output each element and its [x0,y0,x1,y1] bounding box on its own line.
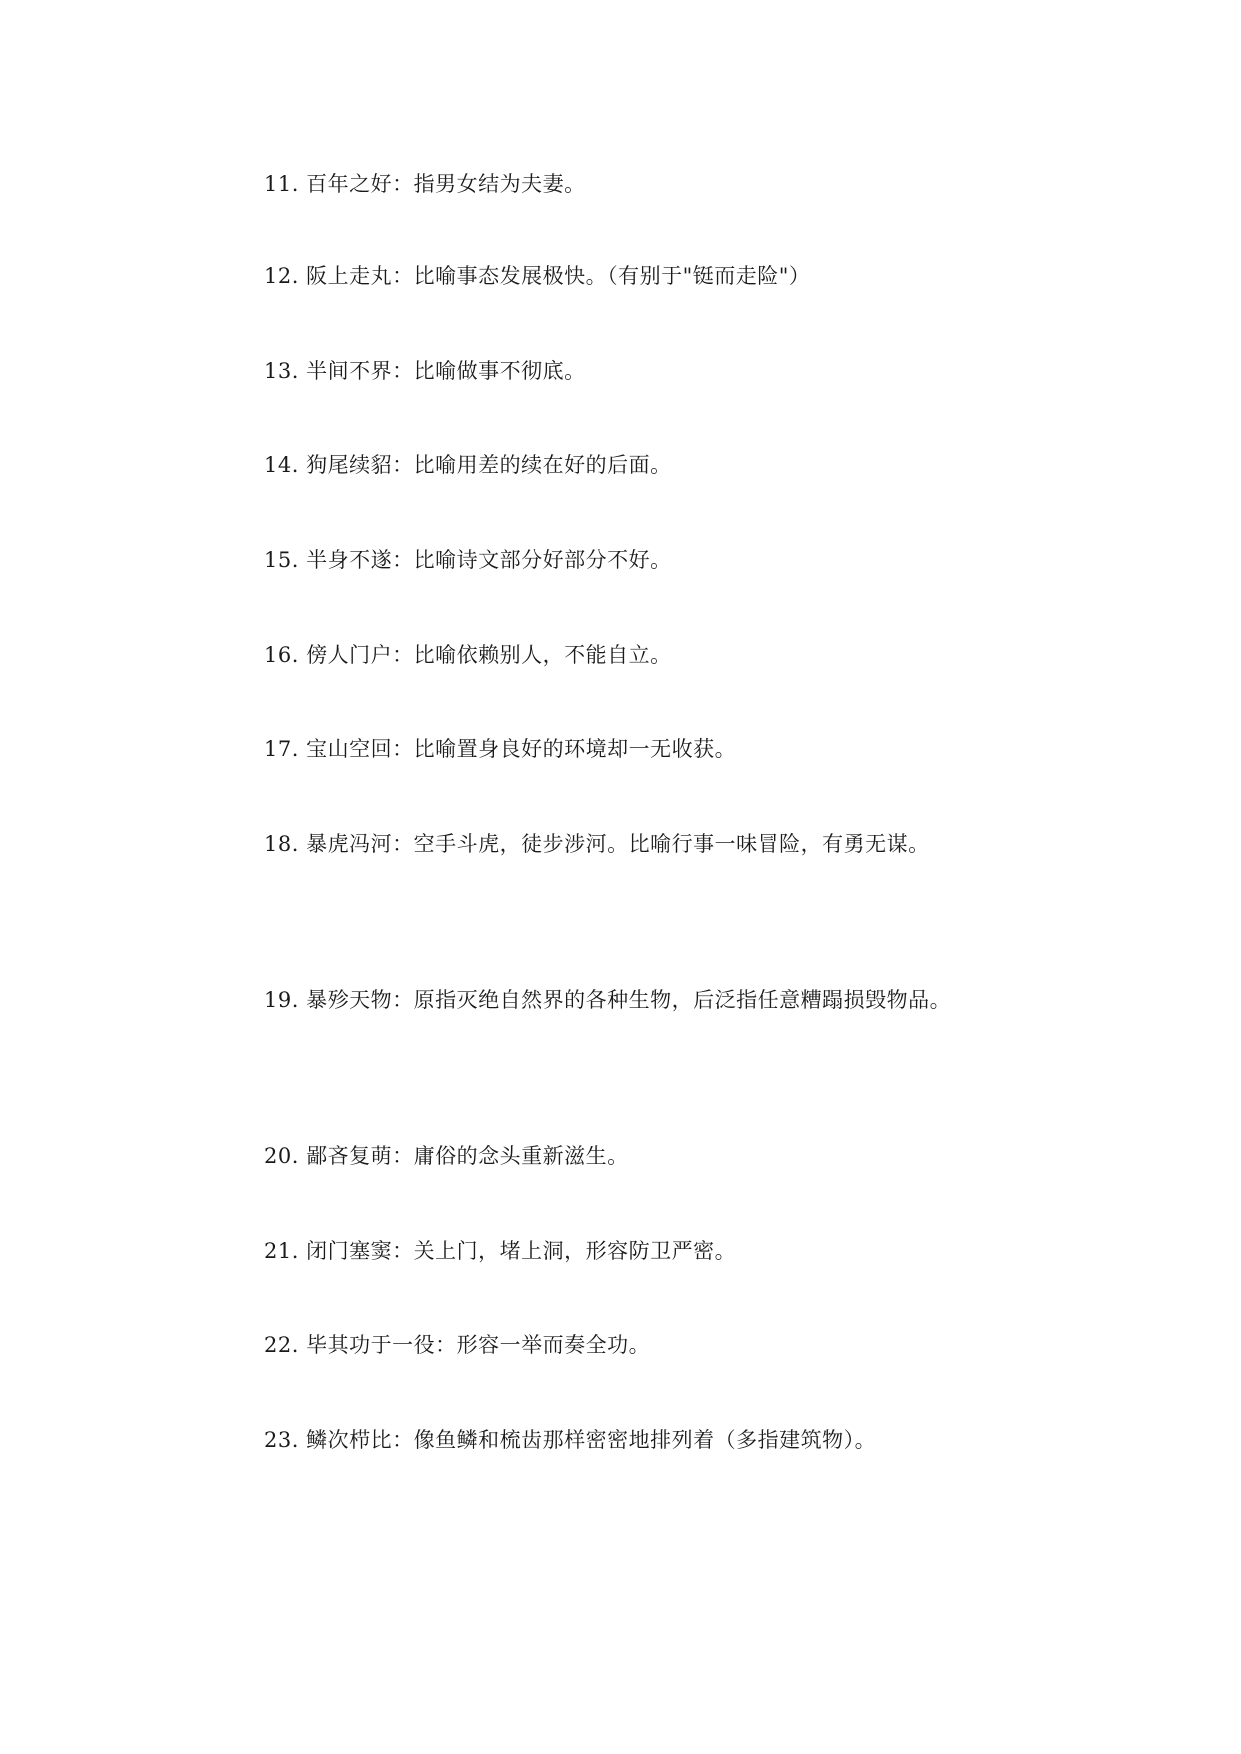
idiom-entry-16: 16. 傍人门户：比喻依赖别人，不能自立。 [264,643,672,667]
idiom-entry-17: 17. 宝山空回：比喻置身良好的环境却一无收获。 [264,737,737,761]
idiom-entry-12: 12. 阪上走丸：比喻事态发展极快。（有别于"铤而走险"） [264,264,811,288]
idiom-entry-11: 11. 百年之好：指男女结为夫妻。 [264,172,586,196]
idiom-entry-15: 15. 半身不遂：比喻诗文部分好部分不好。 [264,548,672,572]
idiom-entry-22: 22. 毕其功于一役：形容一举而奏全功。 [264,1333,651,1357]
idiom-entry-18: 18. 暴虎冯河：空手斗虎，徒步涉河。比喻行事一味冒险，有勇无谋。 [264,832,930,856]
idiom-entry-21: 21. 闭门塞窦：关上门，堵上洞，形容防卫严密。 [264,1239,737,1263]
idiom-entry-13: 13. 半间不界：比喻做事不彻底。 [264,359,586,383]
idiom-entry-23: 23. 鳞次栉比：像鱼鳞和梳齿那样密密地排列着（多指建筑物）。 [264,1428,877,1452]
idiom-entry-19: 19. 暴殄天物：原指灭绝自然界的各种生物，后泛指任意糟蹋损毁物品。 [264,988,952,1012]
idiom-entry-14: 14. 狗尾续貂：比喻用差的续在好的后面。 [264,453,672,477]
idiom-entry-20: 20. 鄙吝复萌：庸俗的念头重新滋生。 [264,1144,629,1168]
